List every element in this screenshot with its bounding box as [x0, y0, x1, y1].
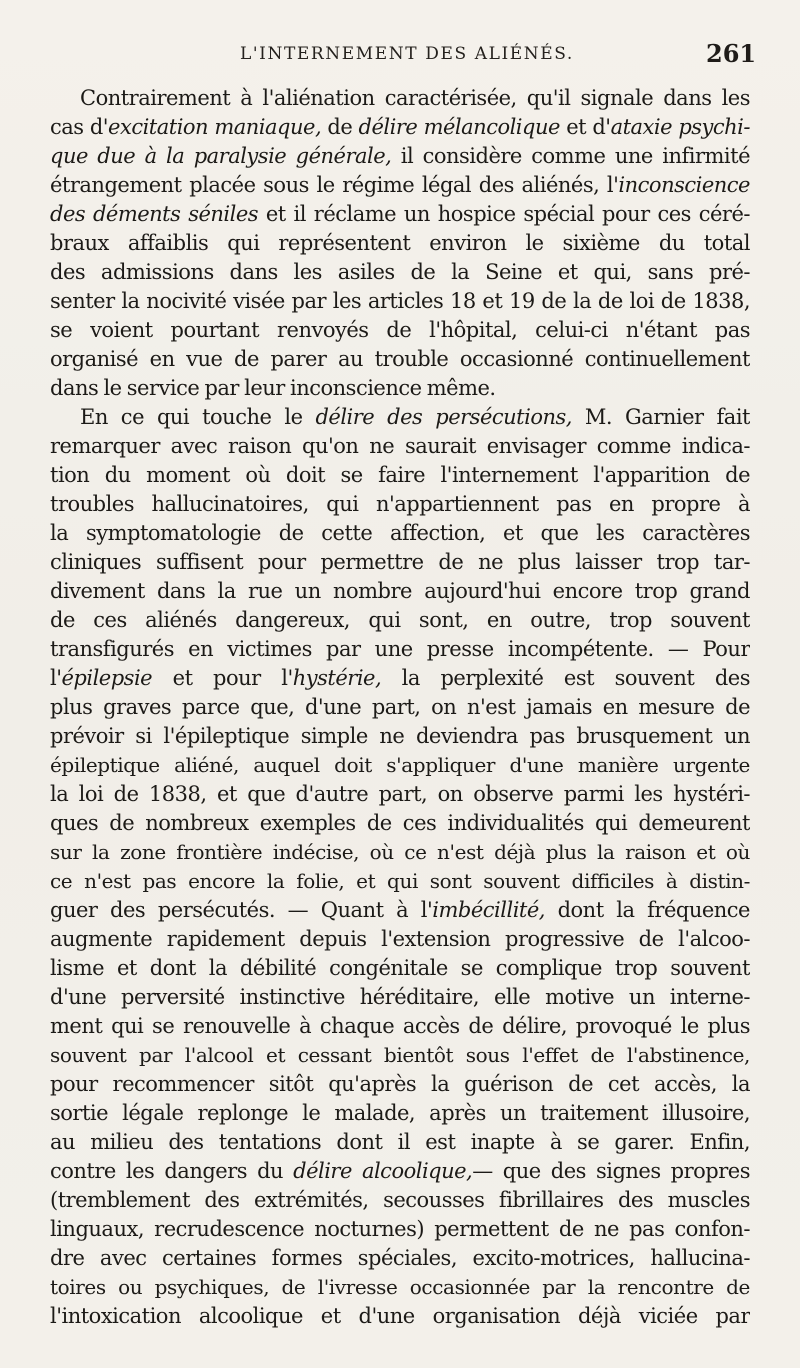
text-run: l' — [50, 666, 62, 690]
text-run: la loi de 1838, et que d'autre part, on observe parmi les hystéri- — [50, 782, 750, 806]
text-line — [50, 925, 750, 954]
text-line — [50, 113, 750, 142]
text-line — [50, 896, 750, 925]
text-run: la symptomatologie de cette affection, et que les caractères — [50, 521, 750, 545]
text-line — [50, 1012, 750, 1041]
text-run: transfigurés en victimes par une presse incompétente. — Pour — [50, 637, 750, 661]
text-run: l'intoxication alcoolique et d'une organisation déjà viciée par — [50, 1304, 750, 1328]
text-line — [50, 983, 750, 1012]
text-run: braux affaiblis qui représentent environ le sixième du total — [50, 231, 750, 255]
text-run: souvent par l'alcool et cessant bientôt sous l'effet de l'abstinence, — [50, 1043, 750, 1067]
text-run: contre les dangers du — [50, 1159, 294, 1183]
text-run: tion du moment où doit se faire l'internement l'apparition de — [50, 463, 750, 487]
text-line — [50, 1215, 750, 1244]
text-run: augmente rapidement depuis l'extension progressive de l'alcoo- — [50, 927, 750, 951]
page-number: 261 — [706, 39, 757, 68]
body-text — [50, 84, 750, 1331]
text-line — [50, 316, 750, 345]
text-run: de ces aliénés dangereux, qui sont, en outre, trop souvent — [50, 608, 750, 632]
text-line — [50, 693, 750, 722]
text-line — [50, 664, 750, 693]
text-run: En ce qui touche le — [80, 405, 316, 429]
text-line — [50, 171, 750, 200]
text-line — [50, 577, 750, 606]
text-run: (tremblement des extrémités, secousses fibrillaires des muscles — [50, 1188, 750, 1212]
text-line — [50, 490, 750, 519]
text-line — [50, 606, 750, 635]
text-line — [50, 751, 750, 780]
text-line — [50, 258, 750, 287]
text-line — [50, 345, 750, 374]
text-line — [50, 432, 750, 461]
running-head — [0, 39, 800, 74]
text-run: au milieu des tentations dont il est inapte à se garer. Enfin, — [50, 1130, 750, 1154]
text-run: ment qui se renouvelle à chaque accès de délire, provoqué le plus — [50, 1014, 750, 1038]
text-line — [50, 374, 750, 403]
text-line — [50, 838, 750, 867]
text-line — [50, 519, 750, 548]
text-run: de — [321, 115, 359, 139]
italic-text: imbécillité, — [432, 898, 545, 922]
text-run: des admissions dans les asiles de la Seine et qui, sans pré- — [50, 260, 750, 284]
italic-text: inconscience — [618, 173, 750, 197]
italic-text: épilepsie — [61, 666, 153, 690]
text-run: dont la fréquence — [544, 898, 750, 922]
italic-text: délire alcoolique, — [293, 1159, 473, 1183]
text-line — [50, 84, 750, 113]
text-line — [50, 809, 750, 838]
text-line — [50, 1070, 750, 1099]
text-line — [50, 1244, 750, 1273]
text-run: et pour l' — [152, 666, 293, 690]
text-run: linguaux, recrudescence nocturnes) permettent de ne pas confon- — [50, 1217, 750, 1241]
text-run: ce n'est pas encore la folie, et qui sont souvent difficiles à distin- — [50, 869, 750, 893]
italic-text: des déments séniles — [50, 202, 259, 226]
text-line — [50, 867, 750, 896]
text-run: dans le service par leur inconscience même. — [50, 376, 496, 400]
text-line — [50, 200, 750, 229]
text-line — [50, 287, 750, 316]
text-line — [50, 548, 750, 577]
italic-text: excitation maniaque, — [108, 115, 322, 139]
text-run: toires ou psychiques, de l'ivresse occasionnée par la rencontre de — [50, 1275, 750, 1299]
text-line — [50, 1157, 750, 1186]
text-run: il considère comme une infirmité — [391, 144, 750, 168]
text-line — [50, 954, 750, 983]
text-line — [50, 1099, 750, 1128]
text-run: M. Garnier fait — [571, 405, 750, 429]
text-run: la perplexité est souvent des — [381, 666, 750, 690]
text-line — [50, 142, 750, 171]
text-run: organisé en vue de parer au trouble occasionné continuellement — [50, 347, 750, 371]
text-line — [50, 1128, 750, 1157]
text-line — [50, 780, 750, 809]
text-run: cliniques suffisent pour permettre de ne plus laisser trop tar- — [50, 550, 750, 574]
text-run: lisme et dont la débilité congénitale se complique trop souvent — [50, 956, 750, 980]
running-title: L'INTERNEMENT DES ALIÉNÉS. — [240, 44, 574, 64]
text-run: plus graves parce que, d'une part, on n'est jamais en mesure de — [50, 695, 750, 719]
text-line — [50, 1186, 750, 1215]
italic-text: délire des persécutions, — [315, 405, 572, 429]
text-line — [50, 403, 750, 432]
text-run: cas d' — [50, 115, 109, 139]
text-line — [50, 722, 750, 751]
text-run: sur la zone frontière indécise, où ce n'est déjà plus la raison et où — [50, 840, 750, 864]
text-run: troubles hallucinatoires, qui n'appartiennent pas en propre à — [50, 492, 750, 516]
italic-text: délire mélancolique — [358, 115, 560, 139]
text-line — [50, 461, 750, 490]
text-run: senter la nocivité visée par les articles 18 et 19 de la de loi de 1838, — [50, 289, 750, 313]
text-run: épileptique aliéné, auquel doit s'appliquer d'une manière urgente — [50, 753, 750, 777]
text-run: et d' — [559, 115, 611, 139]
text-run: prévoir si l'épileptique simple ne deviendra pas brusquement un — [50, 724, 750, 748]
text-run: remarquer avec raison qu'on ne saurait envisager comme indica- — [50, 434, 750, 458]
text-run: dre avec certaines formes spéciales, excito-motrices, hallucina- — [50, 1246, 750, 1270]
text-run: — que des signes propres — [472, 1159, 750, 1183]
text-run: ques de nombreux exemples de ces individualités qui demeurent — [50, 811, 750, 835]
italic-text: ataxie psychi- — [610, 115, 750, 139]
text-line — [50, 635, 750, 664]
text-line — [50, 1273, 750, 1302]
text-run: d'une perversité instinctive héréditaire, elle motive un interne- — [50, 985, 750, 1009]
text-run: se voient pourtant renvoyés de l'hôpital, celui-ci n'étant pas — [50, 318, 750, 342]
text-run: sortie légale replonge le malade, après un traitement illusoire, — [50, 1101, 750, 1125]
text-run: pour recommencer sitôt qu'après la guérison de cet accès, la — [50, 1072, 750, 1096]
text-line — [50, 229, 750, 258]
text-run: guer des persécutés. — Quant à l' — [50, 898, 433, 922]
text-run: divement dans la rue un nombre aujourd'hui encore trop grand — [50, 579, 750, 603]
text-line — [50, 1302, 750, 1331]
text-run: Contrairement à l'aliénation caractérisée, qu'il signale dans les — [80, 86, 750, 110]
italic-text: que due à la paralysie générale, — [50, 144, 392, 168]
text-run: étrangement placée sous le régime légal des aliénés, l' — [50, 173, 619, 197]
text-line — [50, 1041, 750, 1070]
italic-text: hystérie, — [292, 666, 382, 690]
text-run: et il réclame un hospice spécial pour ces céré- — [258, 202, 750, 226]
